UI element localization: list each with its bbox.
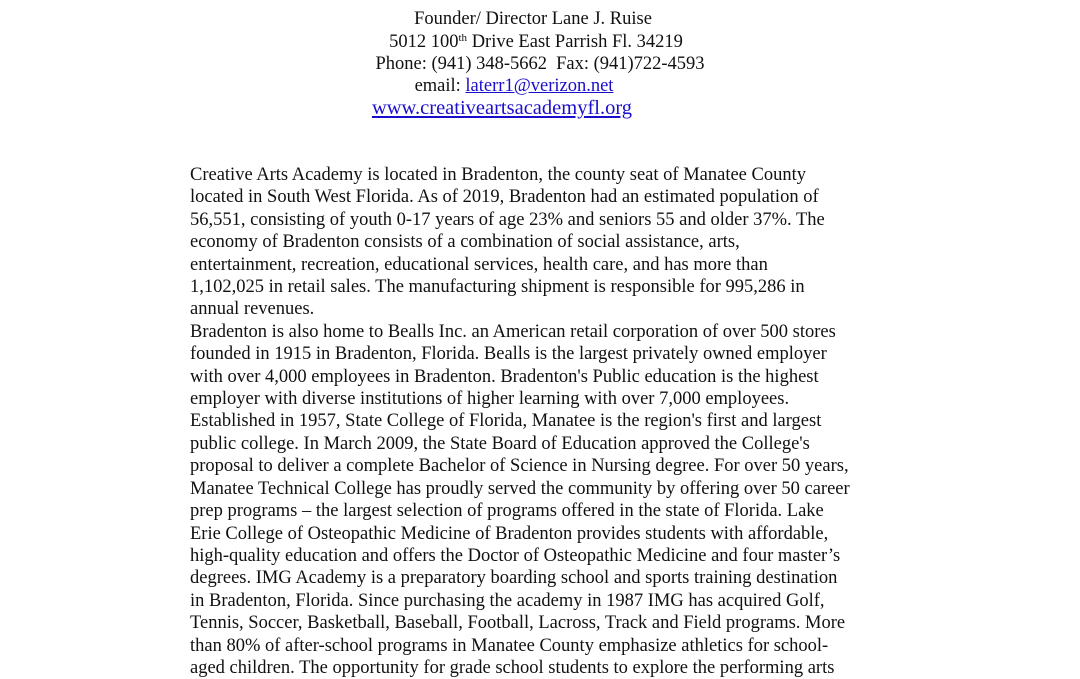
body-line: degrees. IMG Academy is a preparatory boarding school and sports training destination bbox=[190, 568, 838, 589]
body-line: Creative Arts Academy is located in Bradenton, the county seat of Manatee County bbox=[190, 165, 806, 185]
body-line: aged children. The opportunity for grade school students to explore the performing arts bbox=[190, 657, 835, 678]
email-link[interactable]: laterr1@verizon.net bbox=[465, 76, 614, 96]
contact-numbers-line bbox=[0, 53, 1080, 75]
founder-line: Founder/ Director Lane J. Ruise bbox=[414, 9, 652, 29]
body-line: public college. In March 2009, the State Board of Education approved the College's bbox=[190, 433, 810, 454]
phone-number: Phone: (941) 348-5662 bbox=[375, 54, 548, 74]
body-line: located in South West Florida. As of 2019, Bradenton had an estimated population of bbox=[190, 187, 819, 208]
body-line: founded in 1915 in Bradenton, Florida. Bealls is the largest privately owned employer bbox=[190, 344, 827, 365]
body-line: 56,551, consisting of youth 0-17 years of age 23% and seniors 55 and older 37%. The bbox=[190, 209, 825, 230]
email-line bbox=[0, 75, 1054, 97]
body-line: employer with diverse institutions of higher learning with over 7,000 employees. bbox=[190, 389, 790, 410]
website-line bbox=[0, 96, 1042, 120]
address-line bbox=[0, 31, 1076, 53]
body-line: Manatee Technical College has proudly served the community by offering over 50 career bbox=[190, 478, 850, 499]
address-street: Drive East Parrish Fl. 34219 bbox=[467, 32, 683, 52]
body-line: Bradenton is also home to Bealls Inc. an American retail corporation of over 500 stores bbox=[190, 321, 836, 342]
address-ordinal-suffix: th bbox=[458, 32, 468, 44]
fax-number: Fax: (941)722-4593 bbox=[556, 54, 705, 74]
body-line: 1,102,025 in retail sales. The manufacturing shipment is responsible for 995,286 in bbox=[190, 277, 805, 298]
email-label: email: bbox=[414, 76, 466, 96]
body-line: in Bradenton, Florida. Since purchasing the academy in 1987 IMG has acquired Golf, bbox=[190, 590, 825, 611]
body-line: Erie College of Osteopathic Medicine of Bradenton provides students with affordable, bbox=[190, 523, 829, 544]
body-line: prep programs – the largest selection of programs offered in the state of Florida. Lake bbox=[190, 501, 824, 522]
body-line: economy of Bradenton consists of a combination of social assistance, arts, bbox=[190, 232, 740, 253]
body-line: annual revenues. bbox=[190, 299, 315, 320]
body-line: high-quality education and offers the Doctor of Osteopathic Medicine and four master’s bbox=[190, 545, 841, 566]
body-paragraphs bbox=[190, 164, 960, 679]
body-line: Tennis, Soccer, Basketball, Baseball, Football, Lacross, Track and Field programs. More bbox=[190, 613, 846, 634]
address-number: 5012 100 bbox=[389, 32, 459, 52]
body-line: entertainment, recreation, educational services, health care, and has more than bbox=[190, 254, 768, 275]
body-line: proposal to deliver a complete Bachelor of Science in Nursing degree. For over 50 years, bbox=[190, 456, 849, 477]
body-line: than 80% of after-school programs in Manatee County emphasize athletics for school- bbox=[190, 635, 829, 656]
body-line: with over 4,000 employees in Bradenton. Bradenton's Public education is the highest bbox=[190, 366, 819, 387]
website-link[interactable]: www.creativeartsacademyfl.org bbox=[371, 97, 633, 119]
body-line: Established in 1957, State College of Florida, Manatee is the region's first and largest bbox=[190, 411, 822, 432]
